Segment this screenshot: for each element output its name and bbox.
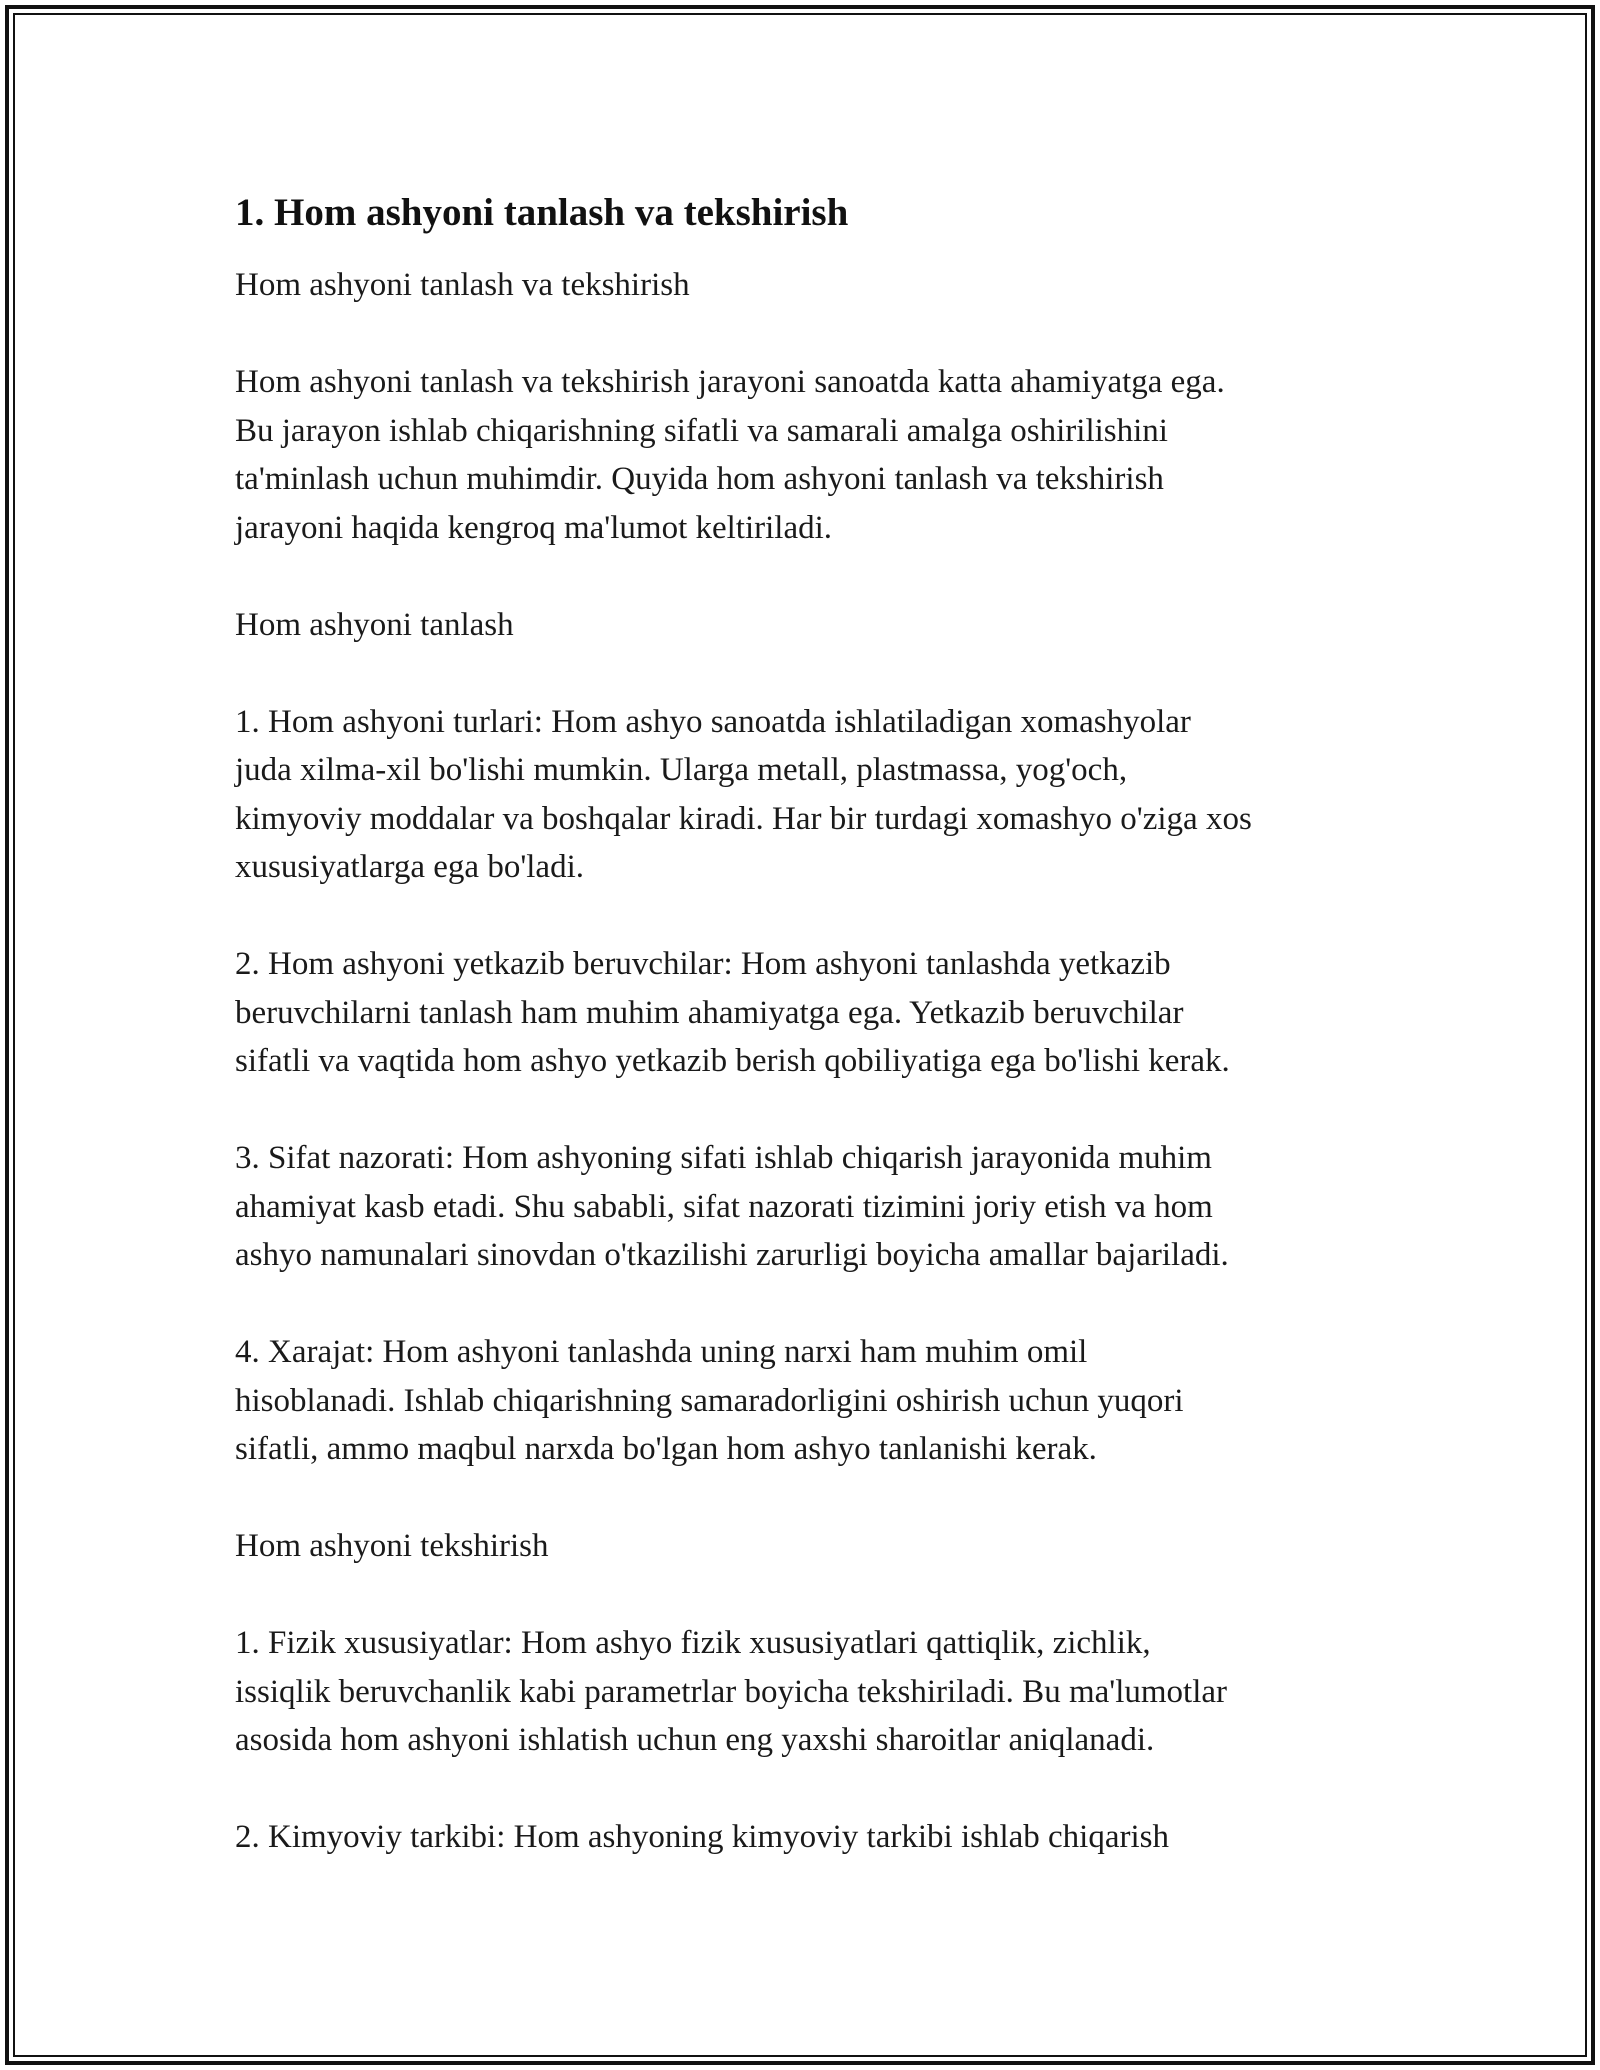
list-item-physical-properties (235, 1619, 1395, 1765)
text-line: 1. Hom ashyoni turlari: Hom ashyo sanoatda ishlatiladigan xomashyolar (235, 703, 1191, 740)
text-line: 1. Fizik xususiyatlar: Hom ashyo fizik xususiyatlari qattiqlik, zichlik, (235, 1625, 1151, 1661)
text-line: ashyo namunalari sinovdan o'tkazilishi zarurligi boyicha amallar bajariladi. (235, 1237, 1229, 1273)
list-item-cost (235, 1328, 1395, 1474)
text-line: juda xilma-xil bo'lishi mumkin. Ularga metall, plastmassa, yog'och, (235, 752, 1128, 788)
text-line: ta'minlash uchun muhimdir. Quyida hom ashyoni tanlash va tekshirish (235, 461, 1164, 497)
list-item-raw-material-types (235, 698, 1395, 892)
document-body (235, 185, 1395, 1862)
text-line: asosida hom ashyoni ishlatish uchun eng yaxshi sharoitlar aniqlanadi. (235, 1722, 1155, 1758)
section-heading-inspection: Hom ashyoni tekshirish (235, 1528, 549, 1564)
text-line: issiqlik beruvchanlik kabi parametrlar boyicha tekshiriladi. Bu ma'lumotlar (235, 1673, 1228, 1710)
text-line: sifatli, ammo maqbul narxda bo'lgan hom ashyo tanlanishi kerak. (235, 1431, 1097, 1467)
text-line: Hom ashyoni tanlash va tekshirish jarayoni sanoatda katta ahamiyatga ega. (235, 364, 1225, 400)
text-line: kimyoviy moddalar va boshqalar kiradi. Har bir turdagi xomashyo o'ziga xos (235, 800, 1252, 837)
text-line: Bu jarayon ishlab chiqarishning sifatli va samarali amalga oshirilishini (235, 412, 1168, 449)
text-line: ahamiyat kasb etadi. Shu sababli, sifat nazorati tizimini joriy etish va hom (235, 1188, 1213, 1225)
text-line: jarayoni haqida kengroq ma'lumot keltiriladi. (235, 509, 833, 546)
list-item-quality-control (235, 1134, 1395, 1280)
text-line: beruvchilarni tanlash ham muhim ahamiyatga ega. Yetkazib beruvchilar (235, 994, 1184, 1031)
list-item-chemical-composition (235, 1813, 1395, 1862)
text-line: xususiyatlarga ega bo'ladi. (235, 849, 584, 885)
intro-paragraph (235, 358, 1395, 552)
text-line: 2. Hom ashyoni yetkazib beruvchilar: Hom ashyoni tanlashda yetkazib (235, 946, 1171, 982)
section-heading-selection: Hom ashyoni tanlash (235, 606, 514, 643)
document-title: 1. Hom ashyoni tanlash va tekshirish (235, 191, 849, 234)
list-item-suppliers (235, 940, 1395, 1086)
text-line: 2. Kimyoviy tarkibi: Hom ashyoning kimyoviy tarkibi ishlab chiqarish (235, 1819, 1169, 1855)
text-line: hisoblanadi. Ishlab chiqarishning samaradorligini oshirish uchun yuqori (235, 1382, 1184, 1419)
text-line: 4. Xarajat: Hom ashyoni tanlashda uning narxi ham muhim omil (235, 1334, 1088, 1370)
document-subtitle: Hom ashyoni tanlash va tekshirish (235, 267, 690, 303)
text-line: 3. Sifat nazorati: Hom ashyoning sifati ishlab chiqarish jarayonida muhim (235, 1140, 1212, 1176)
text-line: sifatli va vaqtida hom ashyo yetkazib berish qobiliyatiga ega bo'lishi kerak. (235, 1043, 1230, 1079)
